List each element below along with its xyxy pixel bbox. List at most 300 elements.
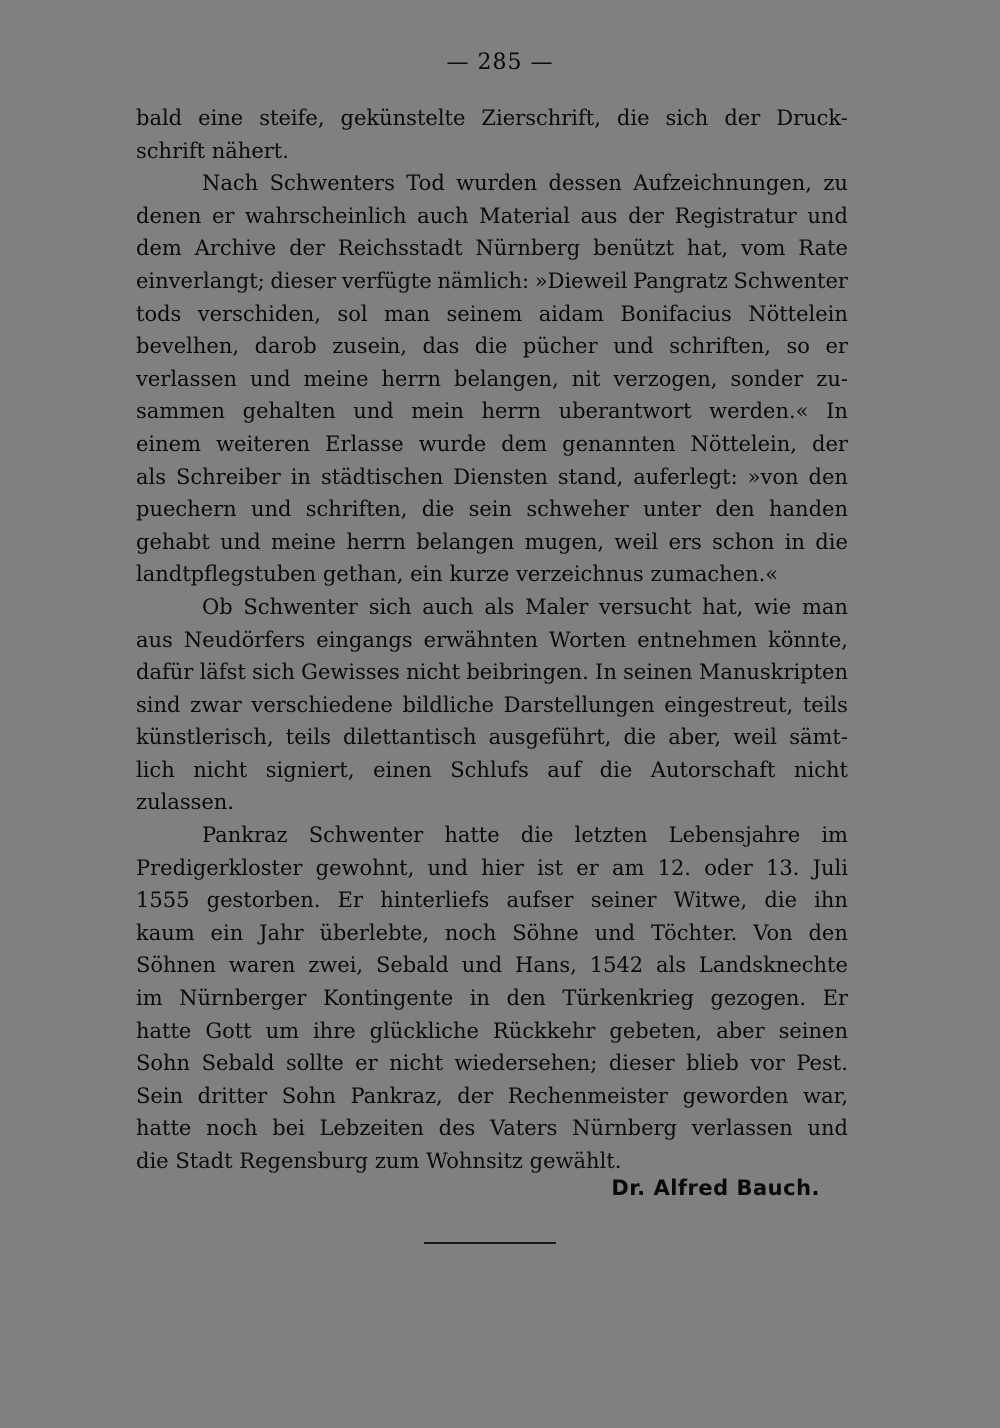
text-line	[136, 265, 848, 298]
word: zusein,	[332, 334, 407, 359]
word: gewohnt,	[315, 855, 415, 880]
word: mein	[411, 399, 464, 424]
word: Schwenter	[243, 594, 358, 619]
word: Er	[822, 986, 848, 1011]
word: Rate	[798, 236, 848, 261]
word: sol	[337, 301, 368, 326]
word: auf	[547, 757, 582, 782]
word: gehalten	[242, 399, 336, 424]
word: nit	[571, 366, 601, 391]
text-line	[136, 493, 848, 526]
text-line	[136, 330, 848, 363]
word: eingestreut,	[664, 692, 794, 717]
word: gezogen.	[710, 986, 807, 1011]
word: in	[469, 986, 490, 1011]
text-line	[136, 1047, 848, 1080]
word: städtischen	[320, 464, 444, 489]
word: Aufzeichnungen,	[633, 171, 812, 196]
text-line	[136, 135, 848, 168]
word: und	[353, 399, 394, 424]
word: sich	[368, 594, 412, 619]
word: das	[422, 334, 460, 359]
word: ers	[668, 529, 702, 554]
word: mugen,	[524, 529, 605, 554]
word: wie	[754, 594, 792, 619]
word: in	[784, 529, 805, 554]
text-line	[136, 884, 848, 917]
word: Manuskripten	[698, 660, 848, 685]
word: seiner	[590, 888, 657, 913]
word: Autorschaft	[650, 757, 776, 782]
word: blieb	[686, 1051, 739, 1076]
word: 13.	[765, 855, 800, 880]
word: Er	[337, 888, 364, 913]
word: meine	[303, 366, 369, 391]
word: Schwenter	[733, 268, 848, 293]
text-line	[136, 591, 848, 624]
word: Archive	[194, 236, 277, 261]
word: Pankraz	[202, 823, 288, 848]
word: Diensten	[453, 464, 548, 489]
word: der	[289, 236, 325, 261]
word: einen	[373, 757, 432, 782]
text-line	[136, 786, 848, 819]
word: den	[808, 464, 848, 489]
word: hat,	[686, 236, 729, 261]
word: um	[265, 1018, 300, 1043]
word: puechern	[136, 497, 237, 522]
text-line	[136, 363, 848, 396]
word: tods	[136, 301, 182, 326]
text-line	[136, 819, 848, 852]
word: Sebald	[375, 953, 449, 978]
word: stand,	[557, 464, 624, 489]
word: Neudörfers	[183, 627, 306, 652]
word: noch	[444, 920, 497, 945]
word: künstlerisch,	[136, 725, 274, 750]
word: und	[461, 953, 503, 978]
text-line	[136, 754, 848, 787]
word: sind	[136, 692, 181, 717]
word: war,	[803, 1083, 848, 1108]
word: bildliche	[402, 692, 494, 717]
word: Nöttelein	[748, 301, 848, 326]
word: vom	[740, 236, 786, 261]
word: In	[826, 399, 848, 424]
word: Rechenmeister	[507, 1083, 668, 1108]
word: nicht	[406, 660, 461, 685]
word: den	[808, 920, 848, 945]
word: den	[715, 497, 755, 522]
word: nicht	[193, 757, 248, 782]
word: herrn	[346, 529, 406, 554]
word: Maler	[525, 594, 589, 619]
word: und	[250, 497, 292, 522]
word: »von	[747, 464, 799, 489]
word: verschiden,	[197, 301, 321, 326]
word: wiedersehen;	[454, 1051, 598, 1076]
word: am	[611, 855, 645, 880]
word: nämlich:	[437, 268, 530, 293]
word: Predigerkloster	[136, 855, 303, 880]
word: läfst	[199, 660, 246, 685]
word: gethan,	[322, 562, 404, 587]
word: Gott	[205, 1018, 252, 1043]
word: die	[520, 823, 554, 848]
word: wurden	[456, 171, 538, 196]
text-line	[136, 461, 848, 494]
word: darob	[254, 334, 317, 359]
word: als	[484, 594, 515, 619]
word: dritter	[197, 1083, 268, 1108]
text-line	[136, 1015, 848, 1048]
word: überlebte,	[319, 920, 430, 945]
word: Töchter.	[650, 920, 738, 945]
text-line	[136, 558, 848, 591]
word: er	[576, 855, 599, 880]
word: Vaters	[490, 1116, 558, 1141]
text-line	[136, 689, 848, 722]
word: die	[764, 888, 797, 913]
word: schon	[712, 529, 775, 554]
word: hat,	[702, 594, 744, 619]
word: nicht	[793, 757, 848, 782]
word: weil	[733, 725, 778, 750]
word: ausgeführt,	[488, 725, 612, 750]
word: Gewisses	[301, 660, 400, 685]
word: und	[594, 920, 636, 945]
word: herrn	[381, 366, 442, 391]
word: und	[613, 334, 654, 359]
word: sich	[665, 106, 709, 130]
word: Nürnberg	[475, 236, 581, 261]
word: ihre	[312, 1018, 356, 1043]
word: man	[384, 301, 431, 326]
word: Zierschrift,	[481, 106, 601, 130]
word: vor	[750, 1051, 785, 1076]
word: dieser	[608, 1051, 675, 1076]
word: Jahr	[259, 920, 304, 945]
word: letzten	[574, 823, 648, 848]
word: belangen,	[454, 366, 559, 391]
word: Lebzeiten	[319, 1116, 424, 1141]
word: sollte	[285, 1051, 344, 1076]
word: dem	[136, 236, 182, 261]
word: genannten	[562, 431, 676, 456]
text-line	[136, 1145, 848, 1178]
word: er	[825, 334, 848, 359]
word: landtpflegstuben	[136, 562, 317, 587]
word: könnte,	[767, 627, 848, 652]
word: und	[807, 1116, 848, 1141]
word: Schreiber	[175, 464, 281, 489]
word: Landsknechte	[698, 953, 848, 978]
word: signiert,	[265, 757, 355, 782]
word: seinen	[778, 1018, 848, 1043]
body-text	[136, 102, 848, 1178]
word: den	[506, 986, 546, 1011]
word: Söhnen	[136, 953, 217, 978]
word: Darstellungen	[503, 692, 655, 717]
word: gehabt	[136, 529, 210, 554]
text-line	[136, 982, 848, 1015]
word: auferlegt:	[633, 464, 738, 489]
word: die	[623, 725, 657, 750]
word: die	[136, 1149, 169, 1173]
word: kurze	[449, 562, 510, 587]
word: hatte	[136, 1116, 192, 1141]
text-line	[136, 526, 848, 559]
word: sonder	[730, 366, 804, 391]
word: hinterliefs	[380, 888, 490, 913]
word: die	[815, 529, 848, 554]
word: der	[457, 1083, 494, 1108]
word: aus	[580, 203, 618, 228]
word: aber	[716, 1018, 765, 1043]
word: der	[812, 431, 848, 456]
word: auch	[417, 203, 469, 228]
word: Nürnberger	[179, 986, 307, 1011]
word: geworden	[682, 1083, 789, 1108]
word: aidam	[538, 301, 604, 326]
word: oder	[704, 855, 753, 880]
text-line	[136, 852, 848, 885]
text-line	[136, 917, 848, 950]
word: verzeichnus	[516, 562, 644, 587]
word: verlassen	[691, 1116, 793, 1141]
word: auch	[422, 594, 474, 619]
word: Von	[753, 920, 793, 945]
word: In	[595, 660, 617, 685]
word: Sohn	[136, 1051, 191, 1076]
word: sammen	[136, 399, 226, 424]
word: einverlangt;	[136, 268, 265, 293]
word: bald	[136, 106, 183, 130]
word: gestorben.	[206, 888, 321, 913]
word: die	[474, 334, 508, 359]
word: ihn	[814, 888, 848, 913]
word: Nach	[202, 171, 259, 196]
word: dessen	[548, 171, 622, 196]
page-number: — 285 —	[446, 50, 554, 75]
word: nicht	[389, 1051, 444, 1076]
word: Schwenters	[269, 171, 395, 196]
word: Türkenkrieg	[562, 986, 694, 1011]
word: waren	[228, 953, 296, 978]
word: erwähnten	[423, 627, 539, 652]
word: aus	[136, 627, 173, 652]
word: verfügte	[341, 268, 432, 293]
text-line	[136, 656, 848, 689]
word: schrift	[136, 138, 206, 163]
word: hatte	[136, 1018, 192, 1043]
word: und	[250, 366, 291, 391]
word: Sohn	[281, 1083, 336, 1108]
word: Sein	[136, 1083, 184, 1108]
word: dem	[501, 431, 548, 456]
word: die	[421, 497, 455, 522]
text-line	[136, 721, 848, 754]
word: kaum	[136, 920, 195, 945]
word: Sebald	[201, 1051, 275, 1076]
word: und	[427, 855, 468, 880]
word: und	[807, 203, 848, 228]
word: und	[220, 529, 261, 554]
text-line	[136, 167, 848, 200]
text-line	[136, 949, 848, 982]
word: Bonifacius	[620, 301, 732, 326]
author-signature: Dr. Alfred Bauch.	[611, 1176, 820, 1200]
word: meine	[270, 529, 336, 554]
word: dilettantisch	[343, 725, 477, 750]
text-line	[136, 232, 848, 265]
word: Erlasse	[325, 431, 404, 456]
word: die	[616, 106, 650, 130]
word: in	[290, 464, 311, 489]
word: handen	[769, 497, 848, 522]
word: eingangs	[316, 627, 413, 652]
word: gekünstelte	[340, 106, 466, 130]
word: Kontingente	[322, 986, 454, 1011]
word: gewählt.	[529, 1149, 622, 1173]
word: Schlufs	[450, 757, 529, 782]
word: zulassen.	[136, 790, 235, 815]
word: er	[211, 203, 235, 228]
word: herrn	[481, 399, 542, 424]
text-line	[136, 298, 848, 331]
word: teils	[285, 725, 331, 750]
word: zumachen.«	[650, 562, 779, 587]
word: aber,	[668, 725, 722, 750]
word: Worten	[549, 627, 627, 652]
word: schriften,	[669, 334, 771, 359]
word: Juli	[812, 855, 848, 880]
word: wahrscheinlich	[245, 203, 407, 228]
word: ein	[410, 562, 443, 587]
word: Pankraz,	[350, 1083, 443, 1108]
word: im	[821, 823, 848, 848]
word: Druck-	[776, 106, 848, 130]
word: noch	[206, 1116, 258, 1141]
word: Stadt	[175, 1149, 233, 1173]
word: zum	[374, 1149, 420, 1173]
end-rule	[424, 1242, 556, 1244]
word: weil	[614, 529, 659, 554]
word: »Dieweil	[534, 268, 628, 293]
word: 12.	[657, 855, 691, 880]
word: gebeten,	[609, 1018, 703, 1043]
word: zu	[823, 171, 848, 196]
word: 1542	[589, 953, 644, 978]
word: ein	[210, 920, 244, 945]
word: Wohnsitz	[426, 1149, 523, 1173]
word: die	[599, 757, 633, 782]
text-line	[136, 395, 848, 428]
word: Söhne	[512, 920, 579, 945]
word: glückliche	[369, 1018, 479, 1043]
text-line	[136, 624, 848, 657]
word: zwar	[190, 692, 242, 717]
text-line	[136, 428, 848, 461]
word: Witwe,	[673, 888, 748, 913]
word: Rückkehr	[492, 1018, 596, 1043]
word: lich	[136, 757, 175, 782]
word: dieser	[270, 268, 337, 293]
word: teils	[802, 692, 848, 717]
word: bevelhen,	[136, 334, 240, 359]
word: Reichsstadt	[337, 236, 463, 261]
word: Pest.	[796, 1051, 848, 1076]
word: Registratur	[674, 203, 797, 228]
word: denen	[136, 203, 202, 228]
word: entnehmen	[637, 627, 757, 652]
word: belangen	[416, 529, 515, 554]
word: Nürnberg	[572, 1116, 677, 1141]
word: ist	[537, 855, 564, 880]
word: uberantwort	[558, 399, 692, 424]
word: er	[355, 1051, 378, 1076]
word: benützt	[593, 236, 675, 261]
word: so	[786, 334, 810, 359]
word: Lebensjahre	[668, 823, 801, 848]
word: nähert.	[211, 138, 289, 163]
word: verschiedene	[251, 692, 393, 717]
word: versucht	[599, 594, 692, 619]
word: einem	[136, 431, 202, 456]
word: seinen	[623, 660, 693, 685]
text-line	[136, 1112, 848, 1145]
word: als	[656, 953, 687, 978]
word: zwei,	[308, 953, 364, 978]
word: Regensburg	[239, 1149, 369, 1173]
text-line	[136, 1080, 848, 1113]
word: schweher	[526, 497, 629, 522]
word: Ob	[202, 594, 233, 619]
word: beibringen.	[466, 660, 589, 685]
word: des	[438, 1116, 476, 1141]
word: wurde	[418, 431, 487, 456]
word: Tod	[406, 171, 445, 196]
word: Pangratz	[633, 268, 728, 293]
word: sein	[468, 497, 513, 522]
word: zu-	[816, 366, 848, 391]
word: verlassen	[136, 366, 238, 391]
word: sich	[252, 660, 295, 685]
text-line	[136, 200, 848, 233]
word: Schwenter	[308, 823, 424, 848]
word: unter	[643, 497, 702, 522]
word: verzogen,	[613, 366, 718, 391]
word: als	[136, 464, 167, 489]
word: hatte	[444, 823, 500, 848]
word: schriften,	[305, 497, 408, 522]
word: bei	[272, 1116, 305, 1141]
word: der	[724, 106, 761, 130]
word: eine	[198, 106, 244, 130]
word: Material	[479, 203, 571, 228]
word: man	[801, 594, 848, 619]
word: werden.«	[709, 399, 809, 424]
text-line	[136, 102, 848, 135]
word: weiteren	[216, 431, 311, 456]
word: sämt-	[789, 725, 848, 750]
word: aufser	[506, 888, 574, 913]
word: Hans,	[515, 953, 577, 978]
word: seinem	[446, 301, 523, 326]
word: hier	[481, 855, 524, 880]
word: 1555	[136, 888, 190, 913]
word: der	[628, 203, 664, 228]
